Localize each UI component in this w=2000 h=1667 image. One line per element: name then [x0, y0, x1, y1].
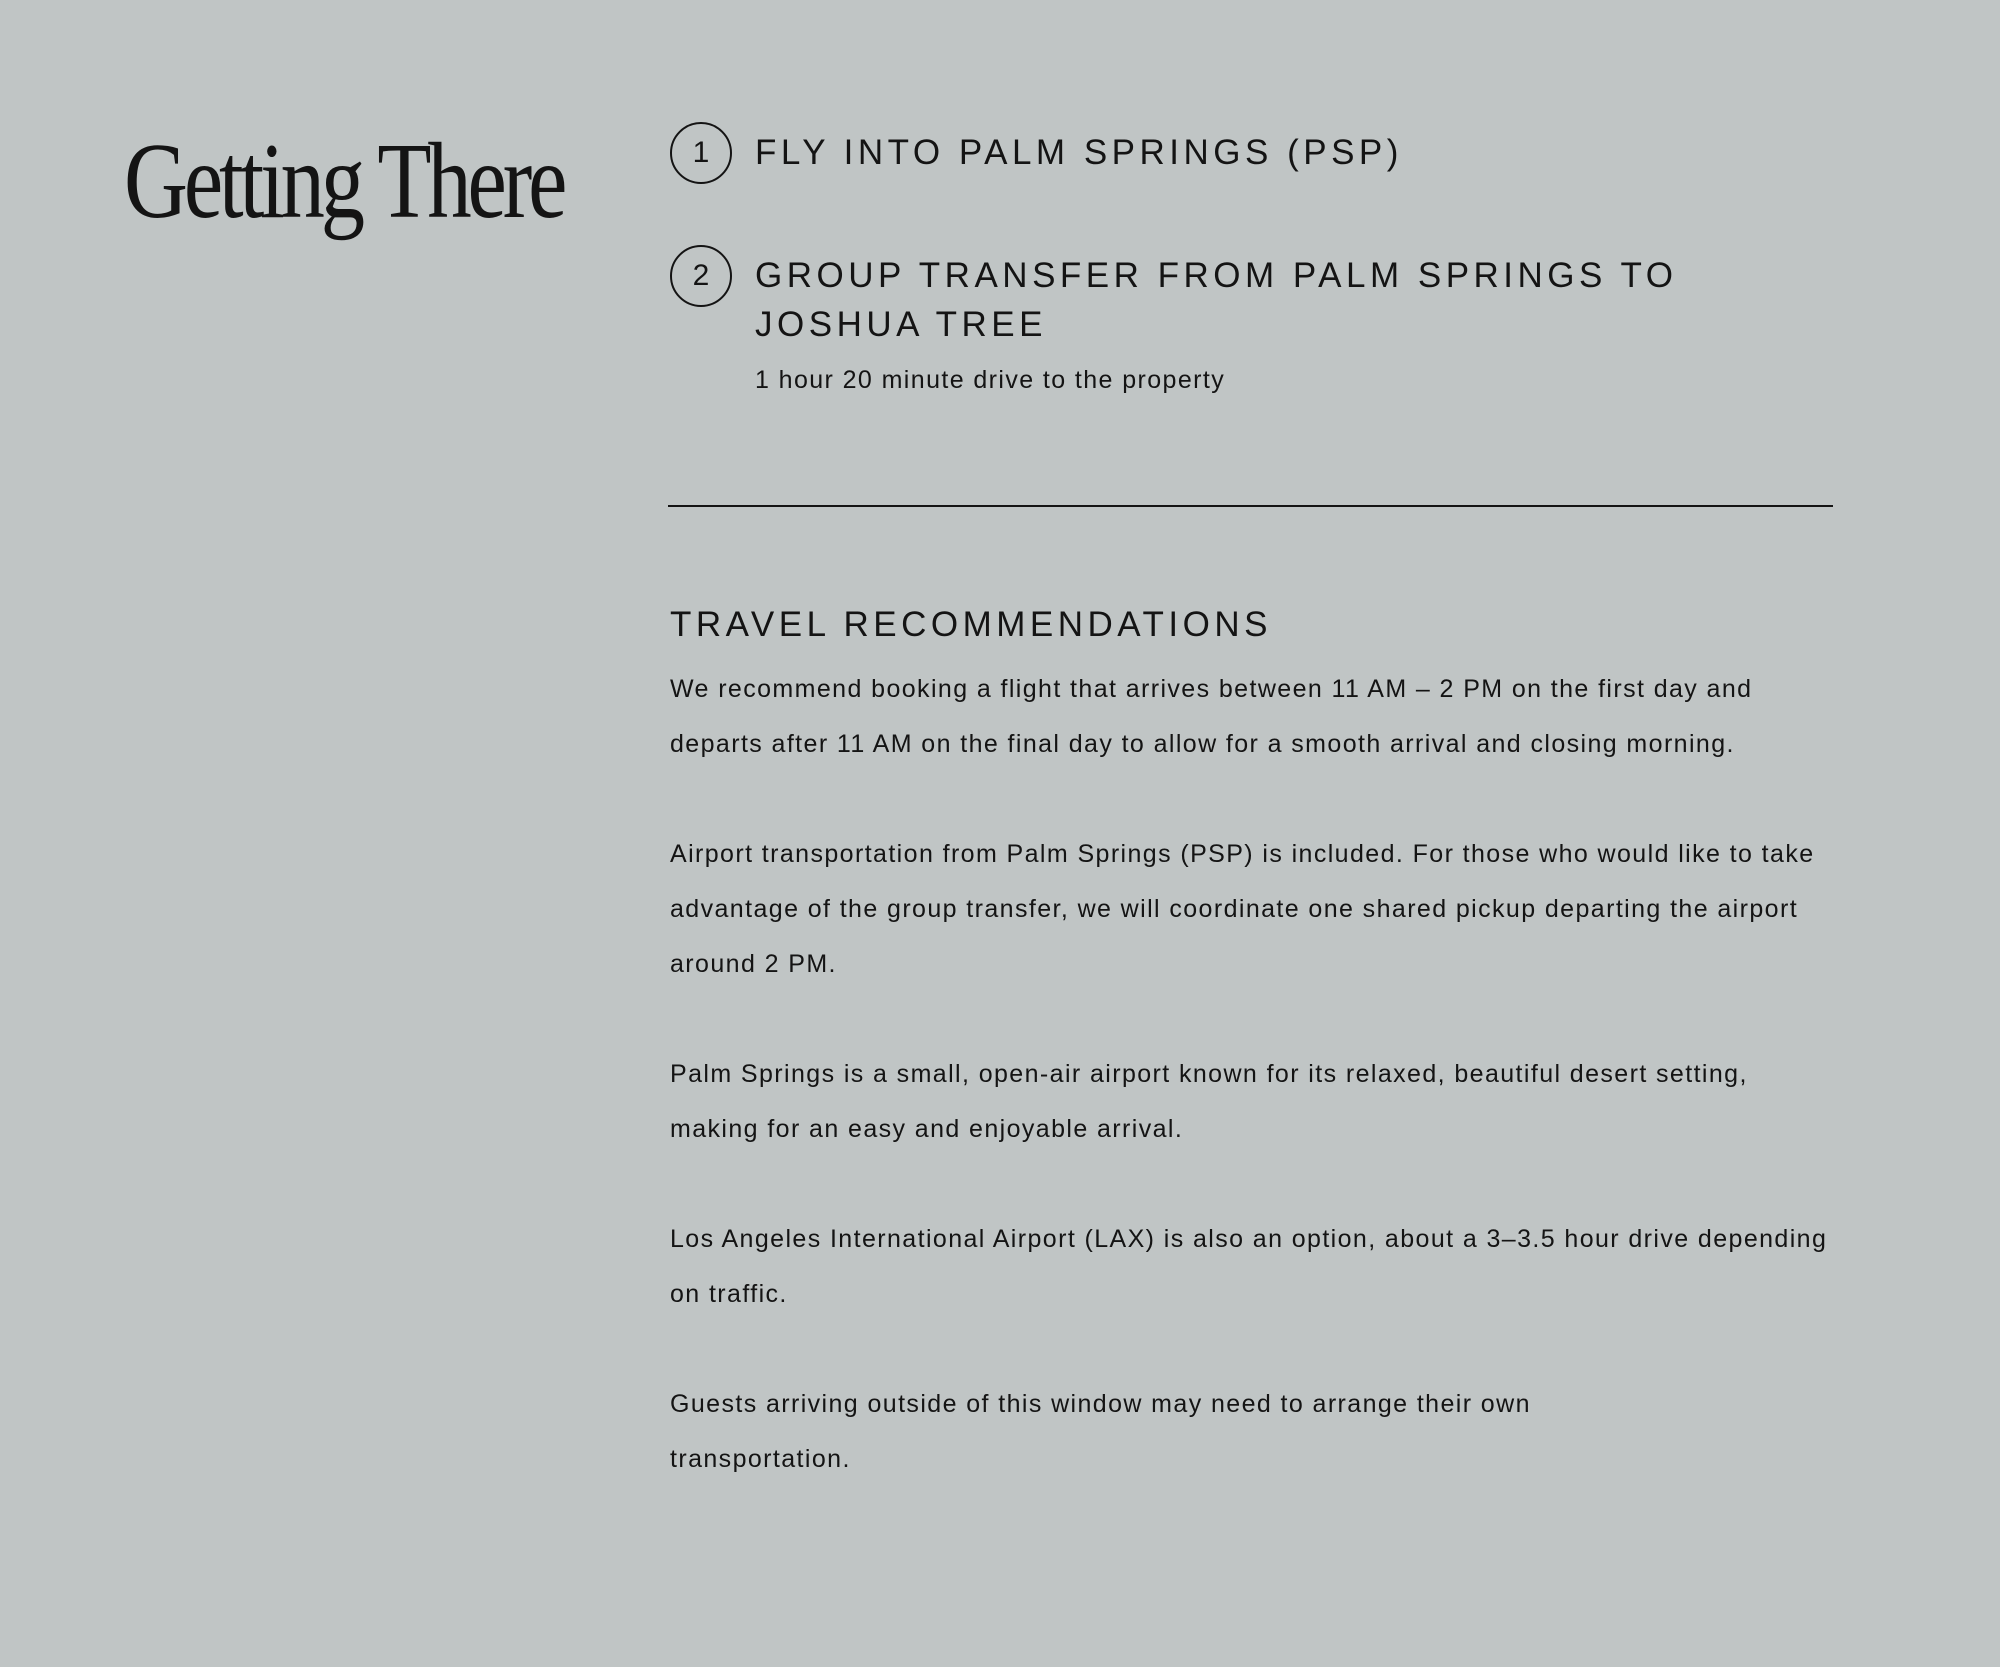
step-fly-into-psp: [670, 122, 1830, 177]
recommendation-paragraph: We recommend booking a flight that arrives between 11 AM – 2 PM on the first day and departs after 11 AM on the final day to allow for a smooth arrival and closing morning.: [670, 675, 1753, 758]
step-title: GROUP TRANSFER FROM PALM SPRINGS TO JOSHUA TREE: [755, 256, 1678, 344]
section-heading: TRAVEL RECOMMENDATIONS: [670, 605, 1273, 644]
travel-steps: [670, 122, 1830, 397]
section-divider: [668, 505, 1833, 507]
recommendation-paragraph: Guests arriving outside of this window may need to arrange their own transportation.: [670, 1390, 1531, 1473]
travel-recommendations-section: [670, 600, 1835, 1542]
step-number-badge: 1: [670, 122, 732, 184]
step-drive-time-note: 1 hour 20 minute drive to the property: [755, 366, 1226, 394]
step-group-transfer: [670, 245, 1830, 397]
step-title: FLY INTO PALM SPRINGS (PSP): [755, 133, 1403, 172]
page-title: Getting There: [124, 122, 564, 241]
step-number-badge: 2: [670, 245, 732, 307]
recommendation-paragraph: Airport transportation from Palm Springs (PSP) is included. For those who would like to take advantage of the group transfer, we will coordinate one shared pickup departing the airport around 2 PM.: [670, 840, 1815, 978]
recommendation-paragraph: Palm Springs is a small, open-air airport known for its relaxed, beautiful desert setting, making for an easy and enjoyable arrival.: [670, 1060, 1748, 1143]
recommendation-paragraph: Los Angeles International Airport (LAX) is also an option, about a 3–3.5 hour drive depending on traffic.: [670, 1225, 1828, 1308]
